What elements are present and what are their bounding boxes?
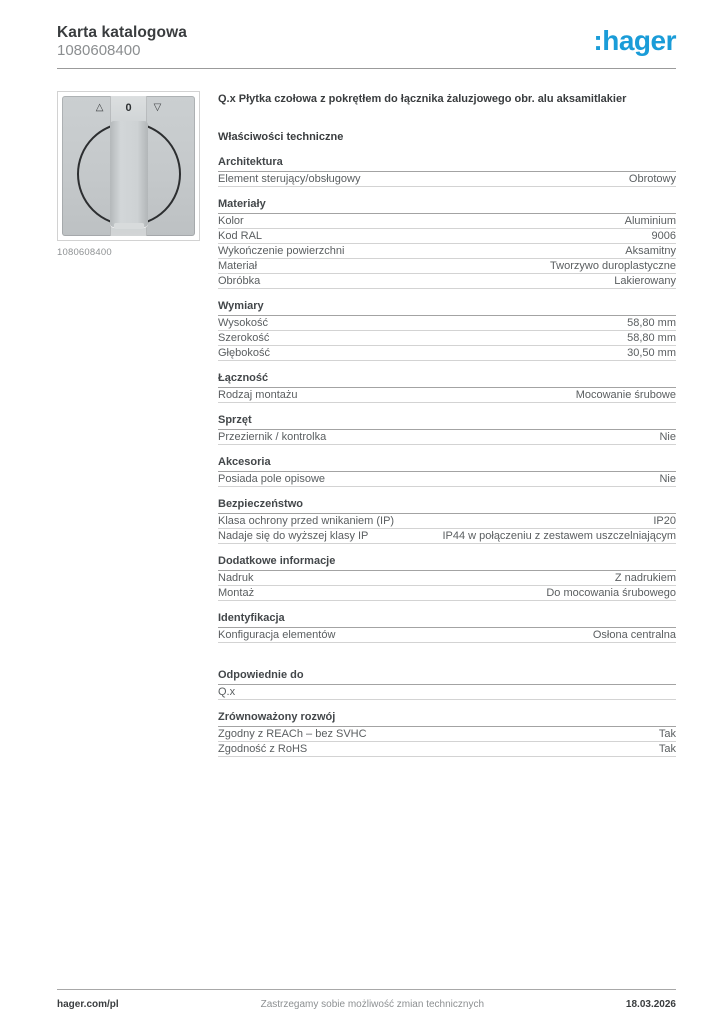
property-row <box>218 331 676 346</box>
property-value: Tak <box>658 728 676 740</box>
property-label: Montaż <box>218 587 255 599</box>
property-sections <box>218 156 676 757</box>
section-title: Akcesoria <box>218 456 676 472</box>
property-value: Mocowanie śrubowe <box>575 389 676 401</box>
property-label: Zgodny z REACh – bez SVHC <box>218 728 367 740</box>
property-row <box>218 685 676 700</box>
header-divider <box>57 68 676 69</box>
property-row <box>218 229 676 244</box>
property-label: Posiada pole opisowe <box>218 473 326 485</box>
footer <box>57 989 676 1010</box>
property-label: Szerokość <box>218 332 270 344</box>
zero-position-label: 0 <box>125 102 132 114</box>
section-title: Bezpieczeństwo <box>218 498 676 514</box>
product-image <box>57 91 200 241</box>
property-label: Q.x <box>218 686 236 698</box>
property-value: IP20 <box>653 515 676 527</box>
plate-symbols <box>62 102 195 114</box>
property-value: Lakierowany <box>614 275 676 287</box>
rotary-knob-handle <box>110 121 148 227</box>
product-image-caption: 1080608400 <box>57 247 112 258</box>
section <box>218 456 676 487</box>
property-label: Wysokość <box>218 317 269 329</box>
property-value: 30,50 mm <box>627 347 676 359</box>
property-label: Nadruk <box>218 572 254 584</box>
property-row <box>218 316 676 331</box>
property-label: Rodzaj montażu <box>218 389 298 401</box>
property-value: Do mocowania śrubowego <box>546 587 676 599</box>
section <box>218 498 676 544</box>
hager-logo: :hager <box>593 25 676 56</box>
section <box>218 612 676 643</box>
property-row <box>218 214 676 229</box>
property-label: Zgodność z RoHS <box>218 743 308 755</box>
property-label: Wykończenie powierzchni <box>218 245 345 257</box>
property-value: 9006 <box>651 230 676 242</box>
section <box>218 300 676 361</box>
section-title: Materiały <box>218 198 676 214</box>
main-content <box>57 91 676 757</box>
section <box>218 414 676 445</box>
property-label: Klasa ochrony przed wnikaniem (IP) <box>218 515 395 527</box>
section <box>218 156 676 187</box>
property-row <box>218 388 676 403</box>
page-title: Karta katalogowa <box>57 24 187 41</box>
property-value: Nie <box>659 431 676 443</box>
property-value: IP44 w połączeniu z zestawem uszczelniającym <box>442 530 676 542</box>
section <box>218 555 676 601</box>
property-row <box>218 571 676 586</box>
property-label: Konfiguracja elementów <box>218 629 336 641</box>
product-plate <box>62 96 195 236</box>
property-value: Aksamitny <box>625 245 676 257</box>
property-label: Kolor <box>218 215 244 227</box>
header <box>57 24 676 59</box>
property-row <box>218 274 676 289</box>
property-label: Element sterujący/obsługowy <box>218 173 361 185</box>
property-row <box>218 529 676 544</box>
footer-disclaimer: Zastrzegamy sobie możliwość zmian technicznych <box>260 999 485 1010</box>
property-value: Aluminium <box>624 215 676 227</box>
property-row <box>218 244 676 259</box>
property-row <box>218 259 676 274</box>
property-label: Przeziernik / kontrolka <box>218 431 327 443</box>
property-row <box>218 514 676 529</box>
properties-column <box>218 91 676 757</box>
property-value: 58,80 mm <box>627 317 676 329</box>
property-label: Głębokość <box>218 347 270 359</box>
property-value: Tworzywo duroplastyczne <box>550 260 676 272</box>
property-row <box>218 742 676 757</box>
property-label: Kod RAL <box>218 230 263 242</box>
section-title: Architektura <box>218 156 676 172</box>
property-row <box>218 346 676 361</box>
section-title: Wymiary <box>218 300 676 316</box>
property-value: Osłona centralna <box>592 629 676 641</box>
property-row <box>218 628 676 643</box>
properties-title: Właściwości techniczne <box>218 131 344 143</box>
footer-date: 18.03.2026 <box>625 999 676 1010</box>
property-label: Materiał <box>218 260 258 272</box>
section-title: Odpowiednie do <box>218 669 676 685</box>
section <box>218 711 676 757</box>
property-row <box>218 430 676 445</box>
product-image-column <box>57 91 200 757</box>
section <box>218 372 676 403</box>
section <box>218 198 676 289</box>
product-description: Q.x Płytka czołowa z pokrętłem do łącznika żaluzjowego obr. alu aksamitlakier <box>218 93 627 105</box>
product-number: 1080608400 <box>57 42 141 59</box>
section <box>218 669 676 700</box>
blind-down-icon: ▽ <box>153 102 162 113</box>
property-row <box>218 172 676 187</box>
property-label: Obróbka <box>218 275 261 287</box>
section-title: Zrównoważony rozwój <box>218 711 676 727</box>
blind-up-icon: △ <box>95 102 104 113</box>
section-title: Łączność <box>218 372 676 388</box>
property-value: Nie <box>659 473 676 485</box>
property-value: Z nadrukiem <box>614 572 676 584</box>
property-value: 58,80 mm <box>627 332 676 344</box>
footer-url-link[interactable]: hager.com/pl <box>57 999 119 1010</box>
property-row <box>218 472 676 487</box>
header-titles <box>57 24 187 59</box>
property-value: Obrotowy <box>628 173 676 185</box>
section-title: Identyfikacja <box>218 612 676 628</box>
property-label: Nadaje się do wyższej klasy IP <box>218 530 369 542</box>
section-title: Sprzęt <box>218 414 676 430</box>
property-row <box>218 586 676 601</box>
section-title: Dodatkowe informacje <box>218 555 676 571</box>
property-row <box>218 727 676 742</box>
property-value: Tak <box>658 743 676 755</box>
